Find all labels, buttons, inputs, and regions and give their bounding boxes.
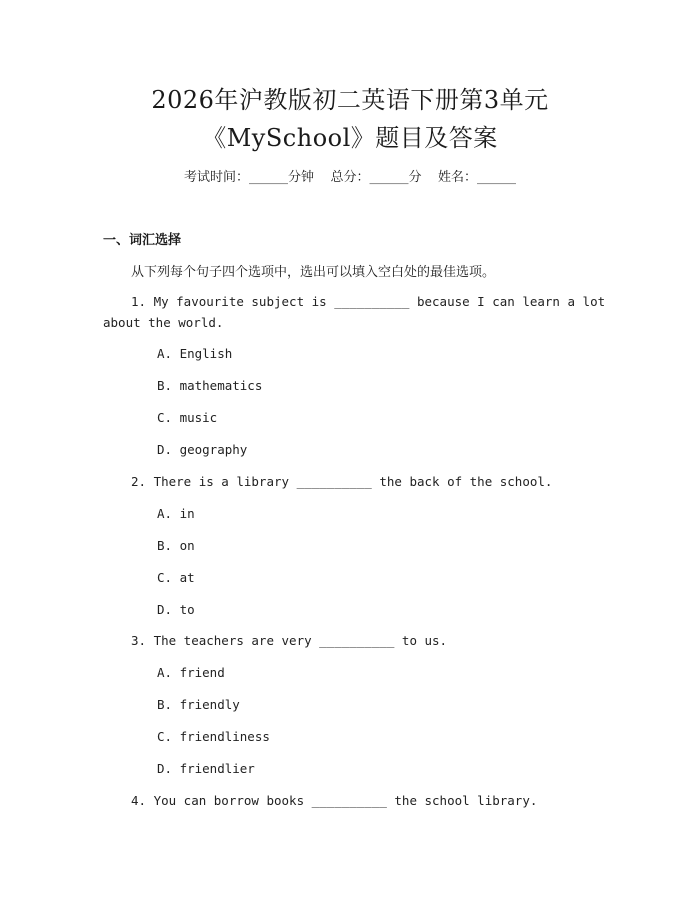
option-item: D. to	[157, 602, 195, 617]
option-item: C. at	[157, 570, 195, 585]
option-item: B. mathematics	[157, 378, 263, 393]
option-item: B. on	[157, 538, 195, 553]
option-item: A. in	[157, 506, 195, 521]
exam-info: 考试时间：______分钟 总分：______分 姓名：______	[183, 170, 517, 185]
page-title-line1: 2026年沪教版初二英语下册第3单元	[151, 86, 549, 114]
option-item: A. friend	[157, 665, 225, 680]
question-stem: 2. There is a library __________ the back of the school.	[131, 474, 553, 489]
question-stem: 4. You can borrow books __________ the school library.	[131, 793, 538, 808]
question-stem-continued: about the world.	[103, 315, 224, 330]
section-heading: 一、词汇选择	[103, 233, 182, 248]
question-stem: 1. My favourite subject is __________ because I can learn a lot	[131, 294, 606, 309]
option-item: C. friendliness	[157, 729, 270, 744]
page-title-line2: 《MySchool》题目及答案	[202, 124, 498, 152]
question-stem: 3. The teachers are very __________ to us.	[131, 633, 448, 648]
option-item: B. friendly	[157, 697, 240, 712]
option-item: D. friendlier	[157, 761, 255, 776]
option-item: C. music	[157, 410, 218, 425]
option-item: A. English	[157, 346, 233, 361]
section-instruction: 从下列每个句子四个选项中，选出可以填入空白处的最佳选项。	[131, 265, 496, 280]
option-item: D. geography	[157, 442, 248, 457]
